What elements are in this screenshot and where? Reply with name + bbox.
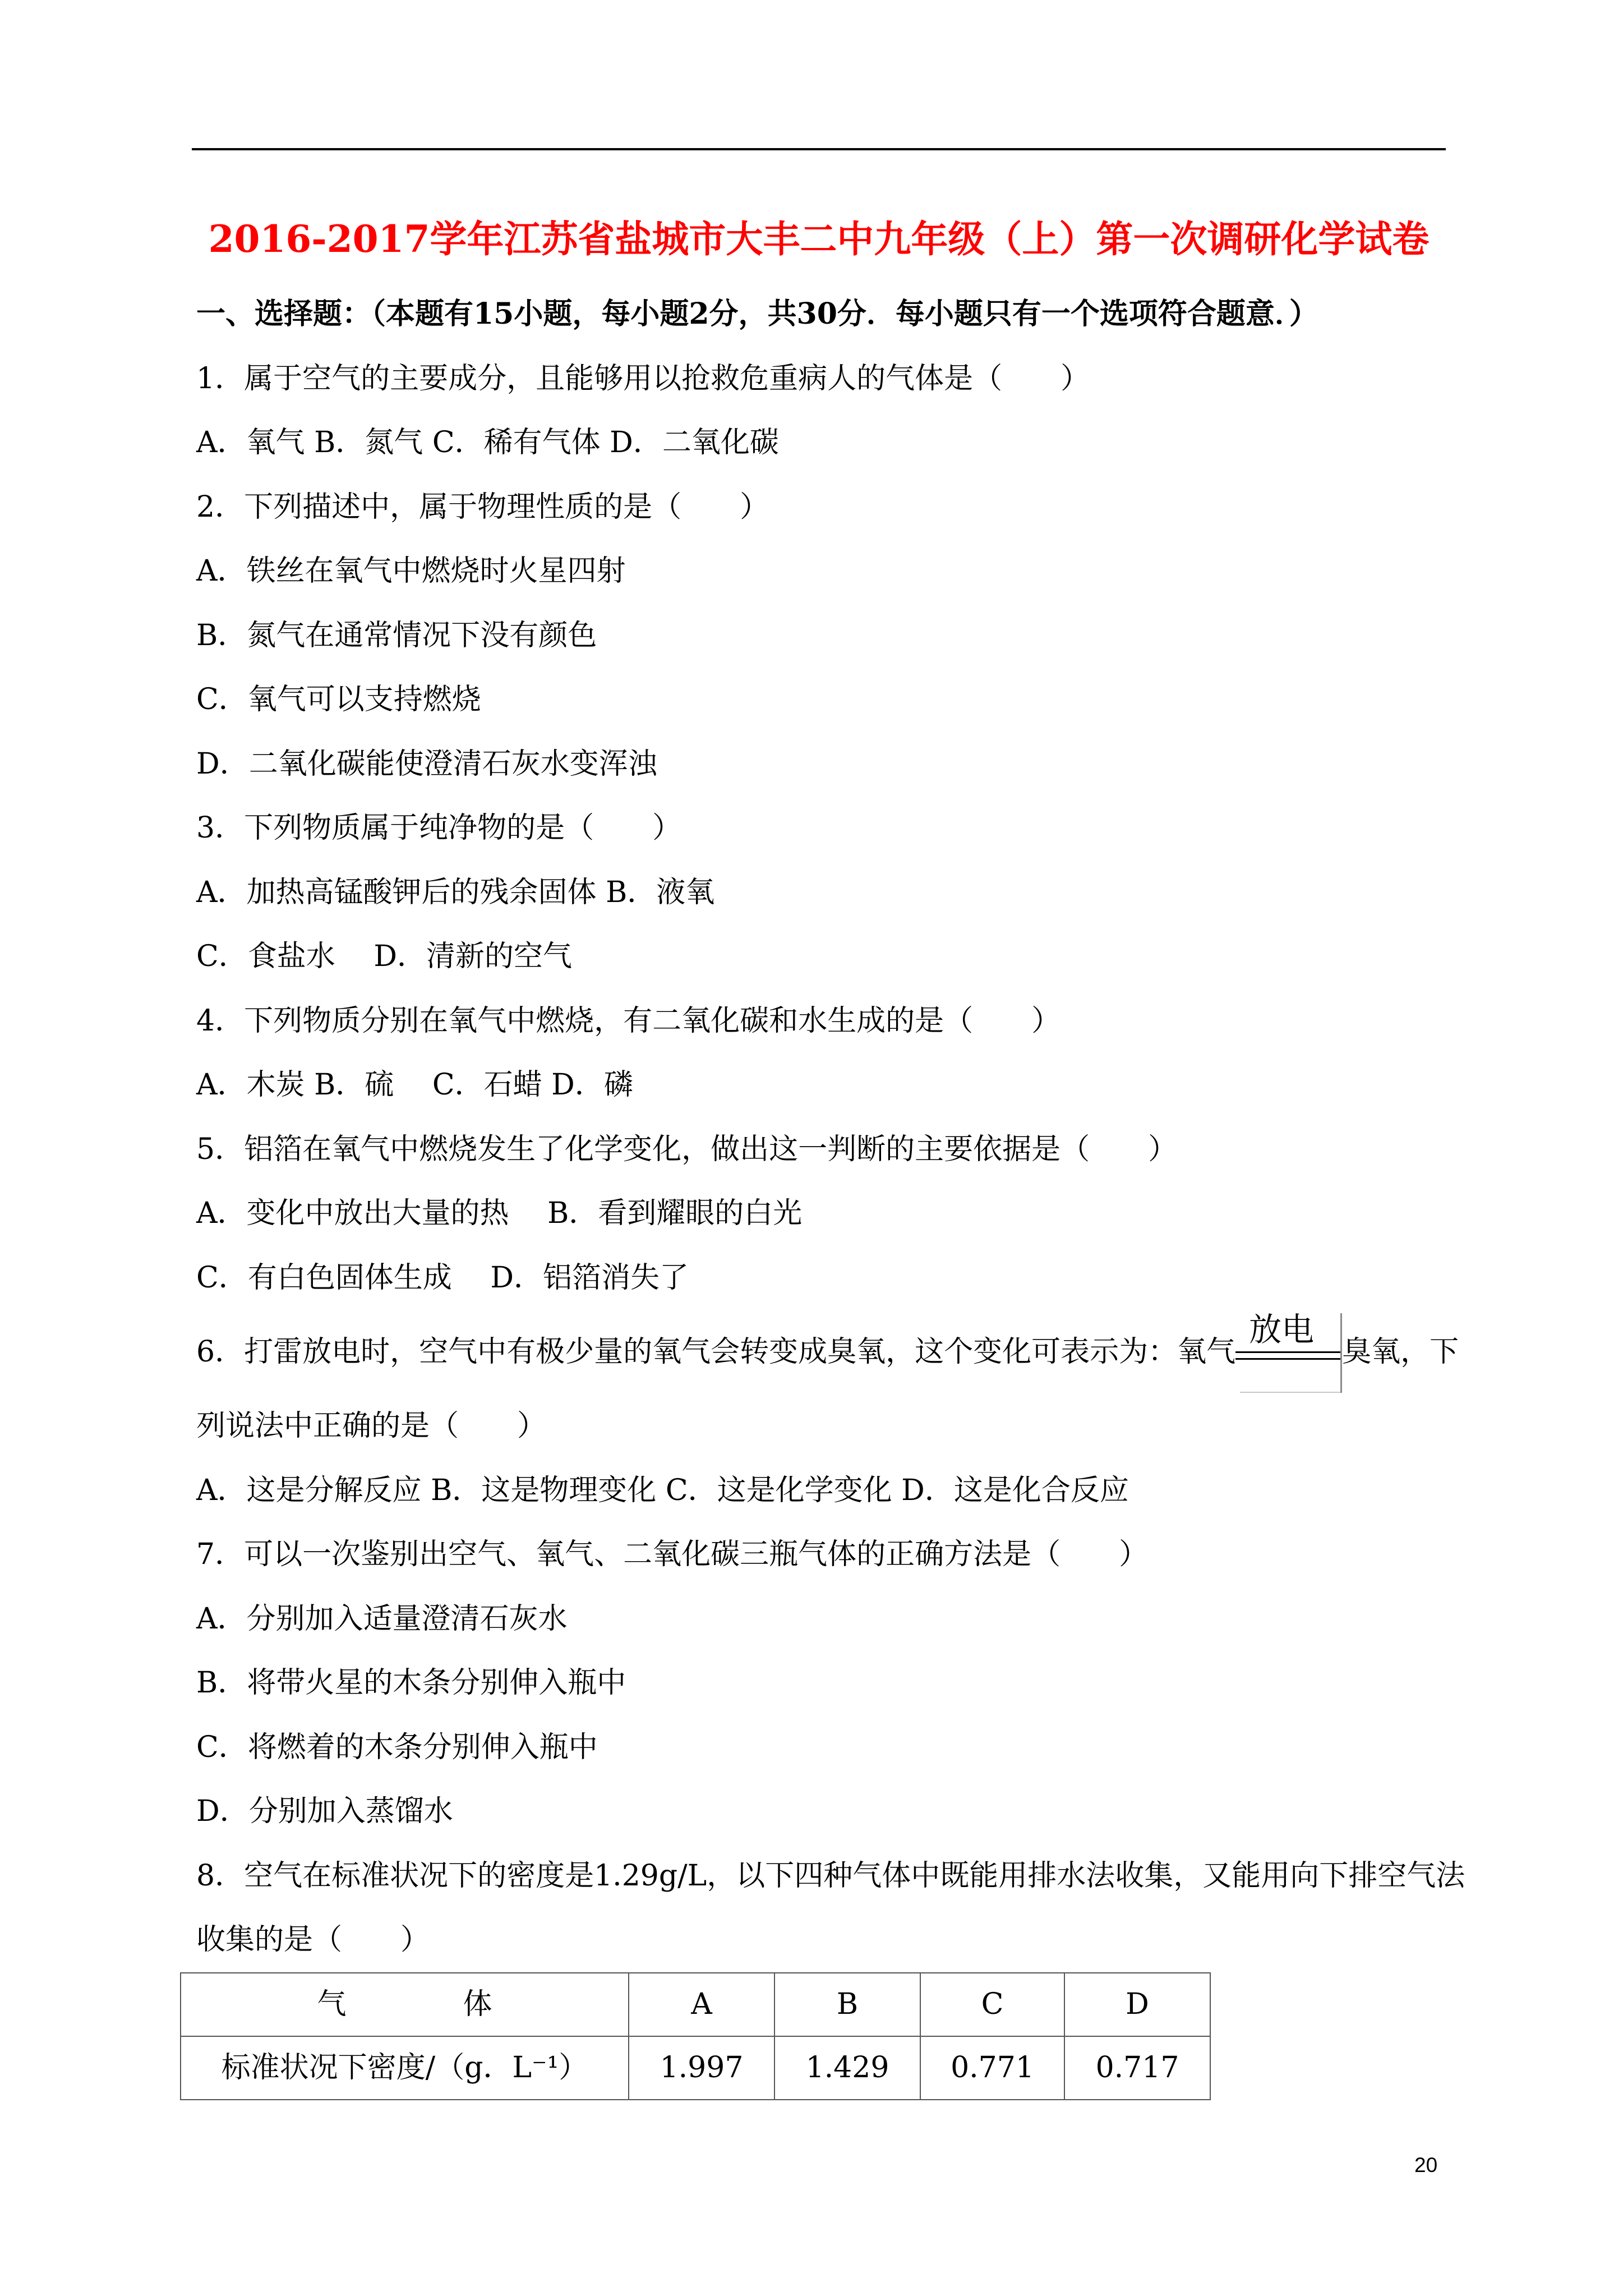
table-header-cell-a: A	[629, 1973, 774, 2036]
question-4-stem	[192, 989, 1594, 1053]
question-2-option-a-text: A．铁丝在氧气中燃烧时火星四射	[196, 554, 626, 588]
reaction-frame-right	[1340, 1313, 1342, 1393]
table-header-cell-c: C	[920, 1973, 1064, 2036]
question-2-option-a	[192, 539, 1594, 604]
question-2-option-b	[192, 604, 1594, 668]
question-7-option-a	[192, 1587, 1594, 1651]
question-3-stem	[192, 796, 1594, 861]
question-6-options	[192, 1458, 1594, 1523]
table-cell-density-label: 标准状况下密度/（g．L⁻¹）	[181, 2036, 629, 2100]
reaction-double-line-top	[1235, 1351, 1341, 1353]
table-header-row	[181, 1973, 1210, 2036]
question-7-stem	[192, 1522, 1594, 1587]
question-6-stem-before: 6．打雷放电时，空气中有极少量的氧气会转变成臭氧，这个变化可表示为：氧气	[196, 1335, 1236, 1369]
question-2-stem-text: 2．下列描述中，属于物理性质的是（ ）	[196, 490, 769, 524]
question-5-options-cd-text: C．有白色固体生成 D．铝箔消失了	[196, 1260, 689, 1295]
question-7-option-c-text: C．将燃着的木条分别伸入瓶中	[196, 1730, 598, 1764]
question-8-stem	[192, 1844, 1594, 1908]
table-header-cell-d: D	[1064, 1973, 1210, 2036]
exam-content	[192, 282, 1594, 2100]
question-1-stem-text: 1．属于空气的主要成分，且能够用以抢救危重病人的气体是（ ）	[196, 361, 1090, 395]
question-6-stem-continued	[192, 1394, 1594, 1458]
reaction-frame-bottom	[1240, 1392, 1342, 1393]
question-2-option-c-text: C．氧气可以支持燃烧	[196, 683, 481, 716]
table-header-cell-b: B	[774, 1973, 920, 2036]
table-row	[181, 2036, 1210, 2100]
question-5-options-ab	[192, 1181, 1594, 1246]
section-heading-text: 一、选择题：（本题有15小题，每小题2分，共30分．每小题只有一个选项符合题意．）	[196, 297, 1318, 331]
question-2-option-c	[192, 668, 1594, 732]
question-5-options-cd	[192, 1246, 1594, 1310]
question-6-stem-after: 臭氧，下	[1342, 1335, 1459, 1369]
table-cell-b-value: 1.429	[774, 2036, 920, 2100]
question-7-option-b-text: B．将带火星的木条分别伸入瓶中	[196, 1666, 626, 1700]
question-3-options-ab	[192, 861, 1594, 925]
question-2-option-d-text: D．二氧化碳能使澄清石灰水变浑浊	[196, 747, 657, 781]
header-rule	[192, 148, 1446, 150]
question-8-stem-continued-text: 收集的是（ ）	[196, 1923, 430, 1957]
question-6-stem-continued-text: 列说法中正确的是（ ）	[196, 1409, 547, 1443]
question-1-options	[192, 411, 1594, 475]
question-7-option-d	[192, 1779, 1594, 1844]
question-3-options-ab-text: A．加热高锰酸钾后的残余固体 B．液氧	[196, 875, 715, 909]
table-cell-c-value: 0.771	[920, 2036, 1064, 2100]
table-header-cell-gas: 气 体	[181, 1973, 629, 2036]
question-4-stem-text: 4．下列物质分别在氧气中燃烧，有二氧化碳和水生成的是（ ）	[196, 1004, 1061, 1038]
reaction-condition-label: 放电	[1249, 1312, 1315, 1348]
question-8-stem-continued	[192, 1908, 1594, 1972]
question-7-option-a-text: A．分别加入适量澄清石灰水	[196, 1602, 568, 1636]
page-title: 2016-2017学年江苏省盐城市大丰二中九年级（上）第一次调研化学试卷	[208, 217, 1430, 261]
question-5-options-ab-text: A．变化中放出大量的热 B．看到耀眼的白光	[196, 1197, 803, 1230]
question-6-options-text: A．这是分解反应 B．这是物理变化 C．这是化学变化 D．这是化合反应	[196, 1473, 1129, 1507]
question-2-stem	[192, 475, 1594, 540]
question-2-option-d	[192, 732, 1594, 797]
question-2-option-b-text: B．氮气在通常情况下没有颜色	[196, 618, 597, 652]
question-1-stem	[192, 347, 1594, 411]
question-1-options-text: A．氧气 B．氮气 C．稀有气体 D．二氧化碳	[196, 426, 779, 459]
question-8-stem-text: 8．空气在标准状况下的密度是1.29g/L，以下四种气体中既能用排水法收集，又能用向下排空气法	[196, 1858, 1465, 1893]
question-6-stem	[192, 1310, 1594, 1394]
table-cell-a-value: 1.997	[629, 2036, 774, 2100]
reaction-double-line-bottom	[1235, 1358, 1341, 1360]
question-3-options-cd	[192, 924, 1594, 989]
question-5-stem	[192, 1117, 1594, 1182]
question-4-options-text: A．木炭 B．硫 C．石蜡 D．磷	[196, 1068, 633, 1102]
question-7-option-b	[192, 1651, 1594, 1715]
section-heading	[192, 282, 1594, 347]
question-7-stem-text: 7．可以一次鉴别出空气、氧气、二氧化碳三瓶气体的正确方法是（ ）	[196, 1538, 1149, 1571]
gas-density-table	[180, 1972, 1211, 2100]
question-5-stem-text: 5．铝箔在氧气中燃烧发生了化学变化，做出这一判断的主要依据是（ ）	[196, 1132, 1178, 1166]
question-7-option-c	[192, 1715, 1594, 1780]
table-cell-d-value: 0.717	[1064, 2036, 1210, 2100]
page-number: 20	[1414, 2154, 1438, 2177]
reaction-arrow	[1235, 1310, 1342, 1394]
question-3-stem-text: 3．下列物质属于纯净物的是（ ）	[196, 811, 682, 845]
question-7-option-d-text: D．分别加入蒸馏水	[196, 1795, 453, 1828]
question-3-options-cd-text: C．食盐水 D．清新的空气	[196, 940, 573, 973]
question-4-options	[192, 1053, 1594, 1117]
